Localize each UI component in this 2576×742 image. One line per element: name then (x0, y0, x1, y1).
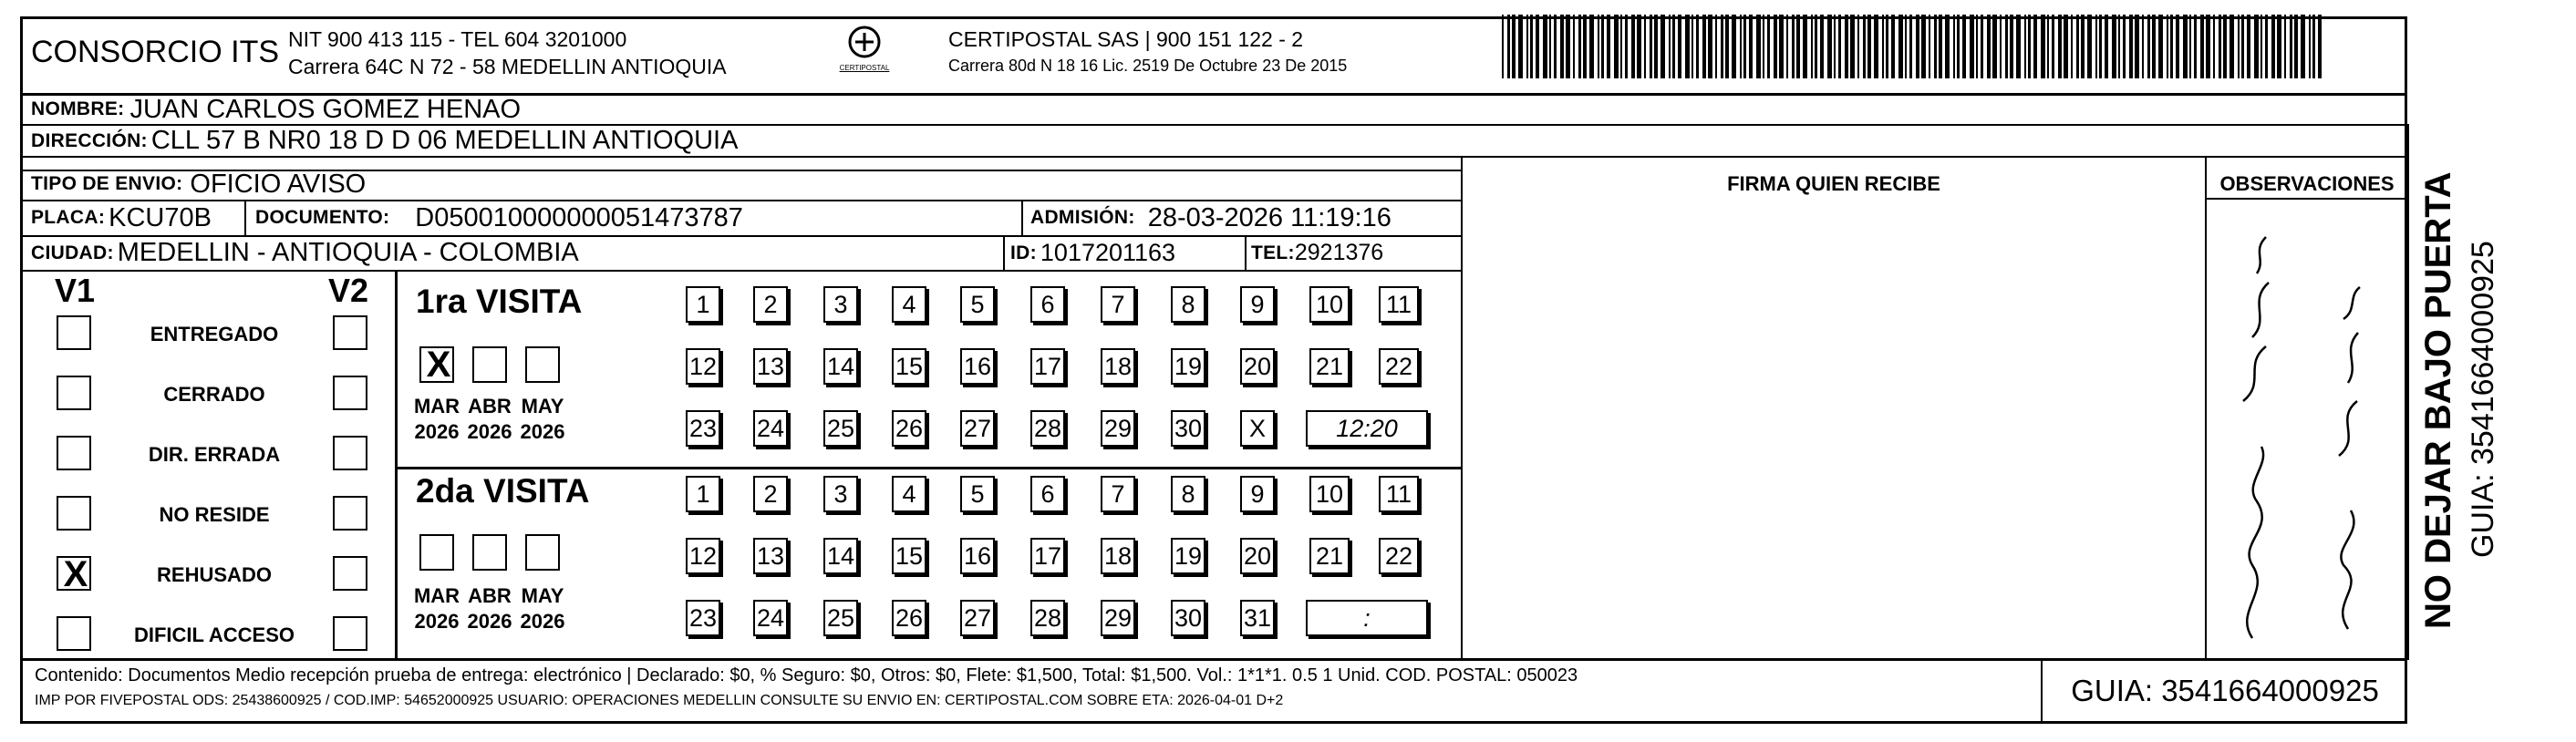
day-box[interactable]: 13 (753, 538, 788, 574)
month-year: 2026 (520, 610, 565, 633)
day-box[interactable]: 28 (1030, 600, 1065, 636)
day-box[interactable]: 10 (1309, 286, 1350, 323)
day-box[interactable]: 22 (1379, 348, 1419, 385)
month-name: MAR (413, 584, 460, 607)
day-box[interactable]: 24 (753, 410, 788, 447)
v2-header: V2 (328, 272, 369, 309)
documento-label: DOCUMENTO: (255, 207, 390, 228)
month-name: ABR (468, 395, 512, 417)
month-year: 2026 (467, 610, 512, 633)
day-box[interactable]: 24 (753, 600, 788, 636)
status-option-label: CERRADO (163, 383, 265, 406)
day-box[interactable]: 1 (686, 476, 720, 512)
placa-row (31, 201, 212, 235)
day-box[interactable]: 30 (1171, 600, 1205, 636)
company-line-2: Carrera 64C N 72 - 58 MEDELLIN ANTIOQUIA (288, 55, 727, 78)
day-box[interactable]: 8 (1171, 476, 1205, 512)
time-box[interactable]: 12:20 (1306, 410, 1428, 447)
handwriting-observacion-1 (2216, 219, 2298, 647)
firma-header: FIRMA QUIEN RECIBE (1727, 172, 1940, 195)
day-box[interactable]: 16 (960, 348, 995, 385)
day-box[interactable]: 3 (823, 286, 858, 323)
day-box[interactable]: 3 (823, 476, 858, 512)
day-box[interactable]: 11 (1379, 476, 1419, 512)
month-year: 2026 (520, 420, 565, 443)
day-box[interactable]: 11 (1379, 286, 1419, 323)
month-year: 2026 (467, 420, 512, 443)
month-checkbox[interactable] (419, 346, 454, 383)
day-box[interactable]: 2 (753, 286, 788, 323)
admision-row (1030, 201, 1391, 235)
day-box[interactable]: 30 (1171, 410, 1205, 447)
logo-caption: CERTIPOSTAL (839, 64, 890, 72)
id-value: 1017201163 (1040, 239, 1176, 266)
month-name: MAY (521, 584, 564, 607)
company-name: CONSORCIO ITS (31, 35, 280, 69)
tel-row (1251, 236, 1383, 270)
month-checkbox[interactable] (525, 534, 560, 571)
company-line-1: NIT 900 413 115 - TEL 604 3201000 (288, 27, 627, 51)
v1-checkbox[interactable] (57, 376, 91, 410)
handwriting-observacion-2 (2307, 273, 2389, 638)
day-box[interactable]: 25 (823, 600, 858, 636)
day-box[interactable]: 5 (960, 476, 995, 512)
day-box[interactable]: 7 (1101, 476, 1135, 512)
tel-label: TEL: (1251, 242, 1295, 263)
v1-checkbox[interactable] (57, 496, 91, 531)
day-box[interactable]: 15 (892, 348, 926, 385)
observaciones-header: OBSERVACIONES (2207, 169, 2407, 200)
v2-checkbox[interactable] (333, 616, 367, 651)
v2-checkbox[interactable] (333, 496, 367, 531)
side-guia: GUIA: 3541664000925 (2466, 241, 2500, 558)
day-box[interactable]: 31 (1240, 600, 1275, 636)
month-year: 2026 (414, 420, 460, 443)
nombre-value: JUAN CARLOS GOMEZ HENAO (129, 94, 522, 124)
day-box[interactable]: 12 (686, 538, 720, 574)
month-year: 2026 (414, 610, 460, 633)
day-box[interactable]: 21 (1309, 348, 1350, 385)
day-box[interactable]: 21 (1309, 538, 1350, 574)
day-box[interactable]: 4 (892, 286, 926, 323)
day-box[interactable]: 2 (753, 476, 788, 512)
direccion-row (31, 126, 738, 156)
day-box[interactable]: 19 (1171, 348, 1205, 385)
v2-checkbox[interactable] (333, 556, 367, 591)
status-option-label: ENTREGADO (150, 323, 279, 345)
v2-checkbox[interactable] (333, 436, 367, 470)
day-box[interactable]: 20 (1240, 538, 1275, 574)
day-box[interactable]: 6 (1030, 286, 1065, 323)
day-box[interactable]: 16 (960, 538, 995, 574)
id-label: ID: (1010, 242, 1037, 263)
day-box[interactable]: 18 (1101, 538, 1135, 574)
month-name: ABR (468, 584, 512, 607)
month-checkbox[interactable] (472, 346, 507, 383)
ciudad-label: CIUDAD: (31, 242, 114, 263)
placa-label: PLACA: (31, 207, 106, 228)
v1-checkbox[interactable] (57, 616, 91, 651)
day-box[interactable]: 12 (686, 348, 720, 385)
day-box[interactable]: 23 (686, 600, 720, 636)
day-box[interactable]: 13 (753, 348, 788, 385)
status-option-label: NO RESIDE (159, 503, 270, 526)
check-mark: X (63, 554, 88, 594)
day-box[interactable]: 4 (892, 476, 926, 512)
status-option-label: DIFICIL ACCESO (133, 623, 295, 646)
month-label (511, 394, 574, 445)
second-visit-title: 2da VISITA (416, 472, 590, 510)
handwriting-text-1 (2243, 597, 2244, 602)
check-mark: X (426, 345, 451, 385)
day-box[interactable]: 10 (1309, 476, 1350, 512)
day-box[interactable]: 17 (1030, 538, 1065, 574)
v1-header: V1 (55, 272, 96, 309)
month-name: MAR (413, 395, 460, 417)
handwriting-text-2 (2334, 586, 2335, 593)
day-box[interactable]: 27 (960, 410, 995, 447)
day-box[interactable]: 23 (686, 410, 720, 447)
signature-icon (2216, 219, 2298, 647)
tipo-label: TIPO DE ENVIO: (31, 173, 183, 194)
status-option-label: DIR. ERRADA (148, 443, 281, 466)
day-box[interactable]: X (1240, 410, 1275, 447)
day-box[interactable]: 5 (960, 286, 995, 323)
documento-row (255, 201, 743, 235)
footer-line-1: Contenido: Documentos Medio recepción prueba de entrega: electrónico | Declarado: $0, % Seguro: $0, Otros: $0, Flete: $1,500, Total: $1,500. Vol.: 1*1*1. 0.5 1 Unid. COD. POSTAL: 050023 (35, 665, 1578, 685)
v1-checkbox[interactable] (57, 315, 91, 350)
tel-value: 2921376 (1294, 240, 1384, 265)
v1-checkbox[interactable] (57, 436, 91, 470)
month-checkbox[interactable] (419, 534, 454, 571)
day-box[interactable]: 9 (1240, 476, 1275, 512)
tipo-row (31, 169, 366, 200)
month-checkbox[interactable] (472, 534, 507, 571)
day-box[interactable]: 25 (823, 410, 858, 447)
day-box[interactable]: 29 (1101, 410, 1135, 447)
day-box[interactable]: 26 (892, 410, 926, 447)
day-box[interactable]: 19 (1171, 538, 1205, 574)
month-name: MAY (521, 395, 564, 417)
day-box[interactable]: 18 (1101, 348, 1135, 385)
ciudad-row (31, 236, 579, 270)
tipo-value: OFICIO AVISO (190, 169, 367, 199)
ciudad-value: MEDELLIN - ANTIOQUIA - COLOMBIA (117, 238, 579, 267)
day-box[interactable]: 14 (823, 538, 858, 574)
day-box[interactable]: 8 (1171, 286, 1205, 323)
direccion-value: CLL 57 B NR0 18 D D 06 MEDELLIN ANTIOQUIA (150, 126, 739, 155)
day-box[interactable]: 1 (686, 286, 720, 323)
v1-checkbox[interactable] (57, 554, 91, 594)
admision-label: ADMISIÓN: (1030, 207, 1135, 228)
nombre-row (31, 95, 521, 124)
id-row (1010, 236, 1175, 270)
footer-line-2: IMP POR FIVEPOSTAL ODS: 25438600925 / COD.IMP: 54652000925 USUARIO: OPERACIONES MEDELLIN CONSULTE SU ENVIO EN: CERTIPOSTAL.COM SOBRE ETA: 2026-04-01 D+2 (35, 693, 1284, 708)
nombre-label: NOMBRE: (31, 98, 125, 119)
day-box[interactable]: 9 (1240, 286, 1275, 323)
placa-value: KCU70B (109, 202, 212, 232)
courier-line-1: CERTIPOSTAL SAS | 900 151 122 - 2 (948, 27, 1304, 51)
footer-guia: GUIA: 3541664000925 (2071, 674, 2379, 707)
day-box[interactable]: 22 (1379, 538, 1419, 574)
first-visit-title: 1ra VISITA (416, 283, 583, 320)
courier-line-2: Carrera 80d N 18 16 Lic. 2519 De Octubre 23 De 2015 (948, 57, 1348, 75)
documento-value: D050010000000051473787 (415, 202, 743, 232)
time-box[interactable]: : (1306, 600, 1428, 636)
day-box[interactable]: 17 (1030, 348, 1065, 385)
day-box[interactable]: 6 (1030, 476, 1065, 512)
day-box[interactable]: 14 (823, 348, 858, 385)
day-box[interactable]: 15 (892, 538, 926, 574)
admision-value: 28-03-2026 11:19:16 (1147, 202, 1391, 232)
month-label (511, 583, 574, 634)
direccion-label: DIRECCIÓN: (31, 129, 148, 151)
v2-checkbox[interactable] (333, 376, 367, 410)
day-box[interactable]: 7 (1101, 286, 1135, 323)
status-option-label: REHUSADO (157, 563, 272, 586)
side-warning: NO DEJAR BAJO PUERTA (2418, 171, 2458, 629)
day-box[interactable]: 20 (1240, 348, 1275, 385)
day-box[interactable]: 29 (1101, 600, 1135, 636)
day-box[interactable]: 28 (1030, 410, 1065, 447)
month-checkbox[interactable] (525, 346, 560, 383)
day-box[interactable]: 26 (892, 600, 926, 636)
day-box[interactable]: 27 (960, 600, 995, 636)
v2-checkbox[interactable] (333, 315, 367, 350)
signature-icon-2 (2307, 273, 2389, 638)
